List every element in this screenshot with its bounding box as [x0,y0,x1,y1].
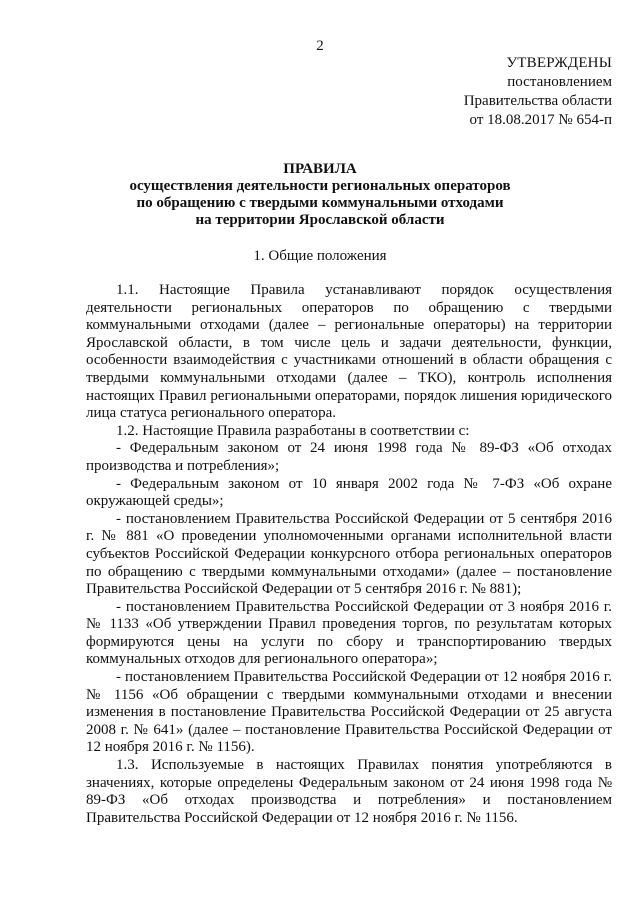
approval-line-government: Правительства области [463,93,612,109]
title-line-4: на территории Ярославской области [195,212,445,228]
paragraph-1-1: 1.1. Настоящие Правила устанавливают порядок осуществления деятельности региональных операторов по обращению с твердыми коммунальными отходами (далее – региональные операторы) на территории Ярославской области, в том числе цель и задачи деятельности, функции, особенности взаимодействия с участниками отношений в области обращения с твердыми коммунальными отходами (далее – ТКО), контроль исполнения настоящих Правил региональными операторами, порядок лишения юридического лица статуса регионального оператора. [86,282,612,422]
section-heading: 1. Общие положения [253,248,387,264]
list-item-federal-law-7: - Федеральным законом от 10 января 2002 года № 7-ФЗ «Об охране окружающей среды»; [86,475,612,510]
title-line-3: по обращению с твердыми коммунальными отходами [136,195,504,211]
document-title [0,161,640,229]
list-item-resolution-1133: - постановлением Правительства Российской Федерации от 3 ноября 2016 г. № 1133 «Об утверждении Правил проведения торгов, по результатам которых формируются цены на услуги по сбору и транспортированию твердых коммунальных отходов для регионального оператора»; [86,598,612,668]
list-item-federal-law-89: - Федеральным законом от 24 июня 1998 года № 89-ФЗ «Об отходах производства и потребления»; [86,440,612,474]
page-number: 2 [316,38,324,54]
title-line-rules: ПРАВИЛА [283,161,357,177]
approval-line-date-number: от 18.08.2017 № 654-п [469,112,612,128]
approval-stamp [464,54,612,130]
list-item-resolution-1156: - постановлением Правительства Российской Федерации от 12 ноября 2016 г. № 1156 «Об обращении с твердыми коммунальными отходами и внесении изменения в постановление Правительства Российской Федерации от 25 августа 2008 г. № 641» (далее – постановление Правительства Российской Федерации от 12 ноября 2016 г. № 1156). [86,669,612,756]
document-body [86,282,612,827]
paragraph-1-2: 1.2. Настоящие Правила разработаны в соответствии с: [116,422,470,439]
paragraph-1-3: 1.3. Используемые в настоящих Правилах понятия употребляются в значениях, которые определены Федеральным законом от 24 июня 1998 года № 89-ФЗ «Об отходах производства и потребления» и постановлением Правительства Российской Федерации от 12 ноября 2016 г. № 1156. [86,757,612,826]
list-item-resolution-881: - постановлением Правительства Российской Федерации от 5 сентября 2016 г. № 881 «О проведении уполномоченными органами исполнительной власти субъектов Российской Федерации конкурсного отбора региональных операторов по обращению с твердыми коммунальными отходами» (далее – постановление Правительства Российской Федерации от 5 сентября 2016 г. № 881); [86,510,612,598]
title-line-2: осуществления деятельности региональных операторов [129,178,511,194]
approval-line-approved: УТВЕРЖДЕНЫ [506,55,612,71]
approval-line-resolution: постановлением [507,74,612,90]
